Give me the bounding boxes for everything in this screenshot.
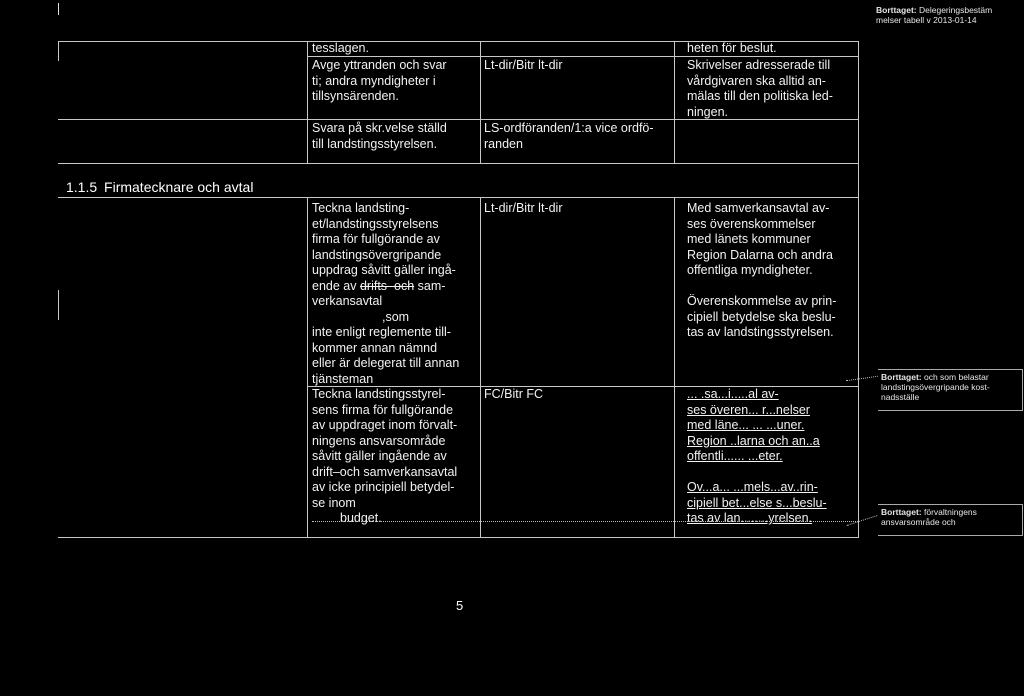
comment-connector [846,376,878,381]
delegate-cell: Lt-dir/Bitr lt-dir [484,201,563,215]
task-cell: tesslagen. [312,41,369,55]
delegate-cell: LS-ordföranden/1:a vice ordfö- randen [484,121,654,151]
table-border-bottom [58,537,859,538]
row-divider [58,163,859,164]
note-cell: ... .sa...i.....al av- ses överen... r...nelser med läne... ... ...uner. Region ..larna och an..a offentli...... ...eter. Ov...a... ...mels...av..rin- cipiell bet...else s...beslu- tas av lan........yrelsen. [687,387,827,525]
note-cell: Med samverkansavtal av- ses överenskommelser med länets kommuner Region Dalarna och andra offentliga myndigheter. Överenskommelse av prin- cipiell betydelse ska beslu- tas av landstingsstyrelsen. [687,201,837,339]
note-cell: Skrivelser adresserade till vårdgivaren ska alltid an- mälas till den politiska led- ningen. [687,58,833,119]
comment-text: nadsställe [881,392,920,402]
margin-mark [58,3,59,15]
comment-text: och som belastar [923,372,989,382]
task-cell: Teckna landstingsstyrel- sens firma för fullgörande av uppdraget inom förvalt- ningens ansvarsområde såvitt gäller ingående av drift–och samverkansavtal av icke principiell betydel- se inom budget. [312,387,458,525]
struck-text: drifts–och [359,278,415,293]
delegate-cell: FC/Bitr FC [484,387,544,401]
section-number: 1.1.5 [66,179,98,195]
change-marker [312,521,858,522]
column-divider [480,197,481,537]
row-divider [58,197,859,198]
task-cell: Teckna landsting- et/landstingsstyrelsens firma för fullgörande av landstingsövergripande uppdrag såvitt gäller ingå- ende av drifts–och sam- verkansavtal ,som inte enligt reglemente till- kommer annan nämnd eller är delegerat till annan tjänsteman [312,201,460,386]
page-number: 5 [456,598,464,613]
comment-label: Borttaget: [881,507,922,517]
delegate-cell: Lt-dir/Bitr lt-dir [484,58,563,72]
task-cell: Svara på skr.velse ställd till landstingsstyrelsen. [312,121,447,151]
task-cell: Avge yttranden och svar ti; andra myndigheter i tillsynsärenden. [312,58,447,103]
column-divider [58,290,59,320]
section-heading [66,179,253,195]
column-divider [858,41,859,537]
column-divider [307,41,308,163]
column-divider [480,41,481,163]
column-divider [58,41,59,61]
column-divider [674,197,675,537]
comment-text: ansvarsområde och [881,517,956,527]
comment-text: landstingsövergripande kost- [881,382,990,392]
comment-text: Delegeringsbestäm [918,5,993,15]
comment-deleted-3 [881,507,977,527]
column-divider [307,197,308,537]
comment-text: förvaltningens [923,507,977,517]
column-divider [674,41,675,163]
note-cell: heten för beslut. [687,41,777,55]
comment-label: Borttaget: [876,5,917,15]
section-title: Firmatecknare och avtal [104,179,254,195]
comment-deleted-2 [881,372,990,402]
comment-label: Borttaget: [881,372,922,382]
comment-text: melser tabell v 2013-01-14 [876,15,977,25]
comment-deleted-1 [876,5,992,25]
